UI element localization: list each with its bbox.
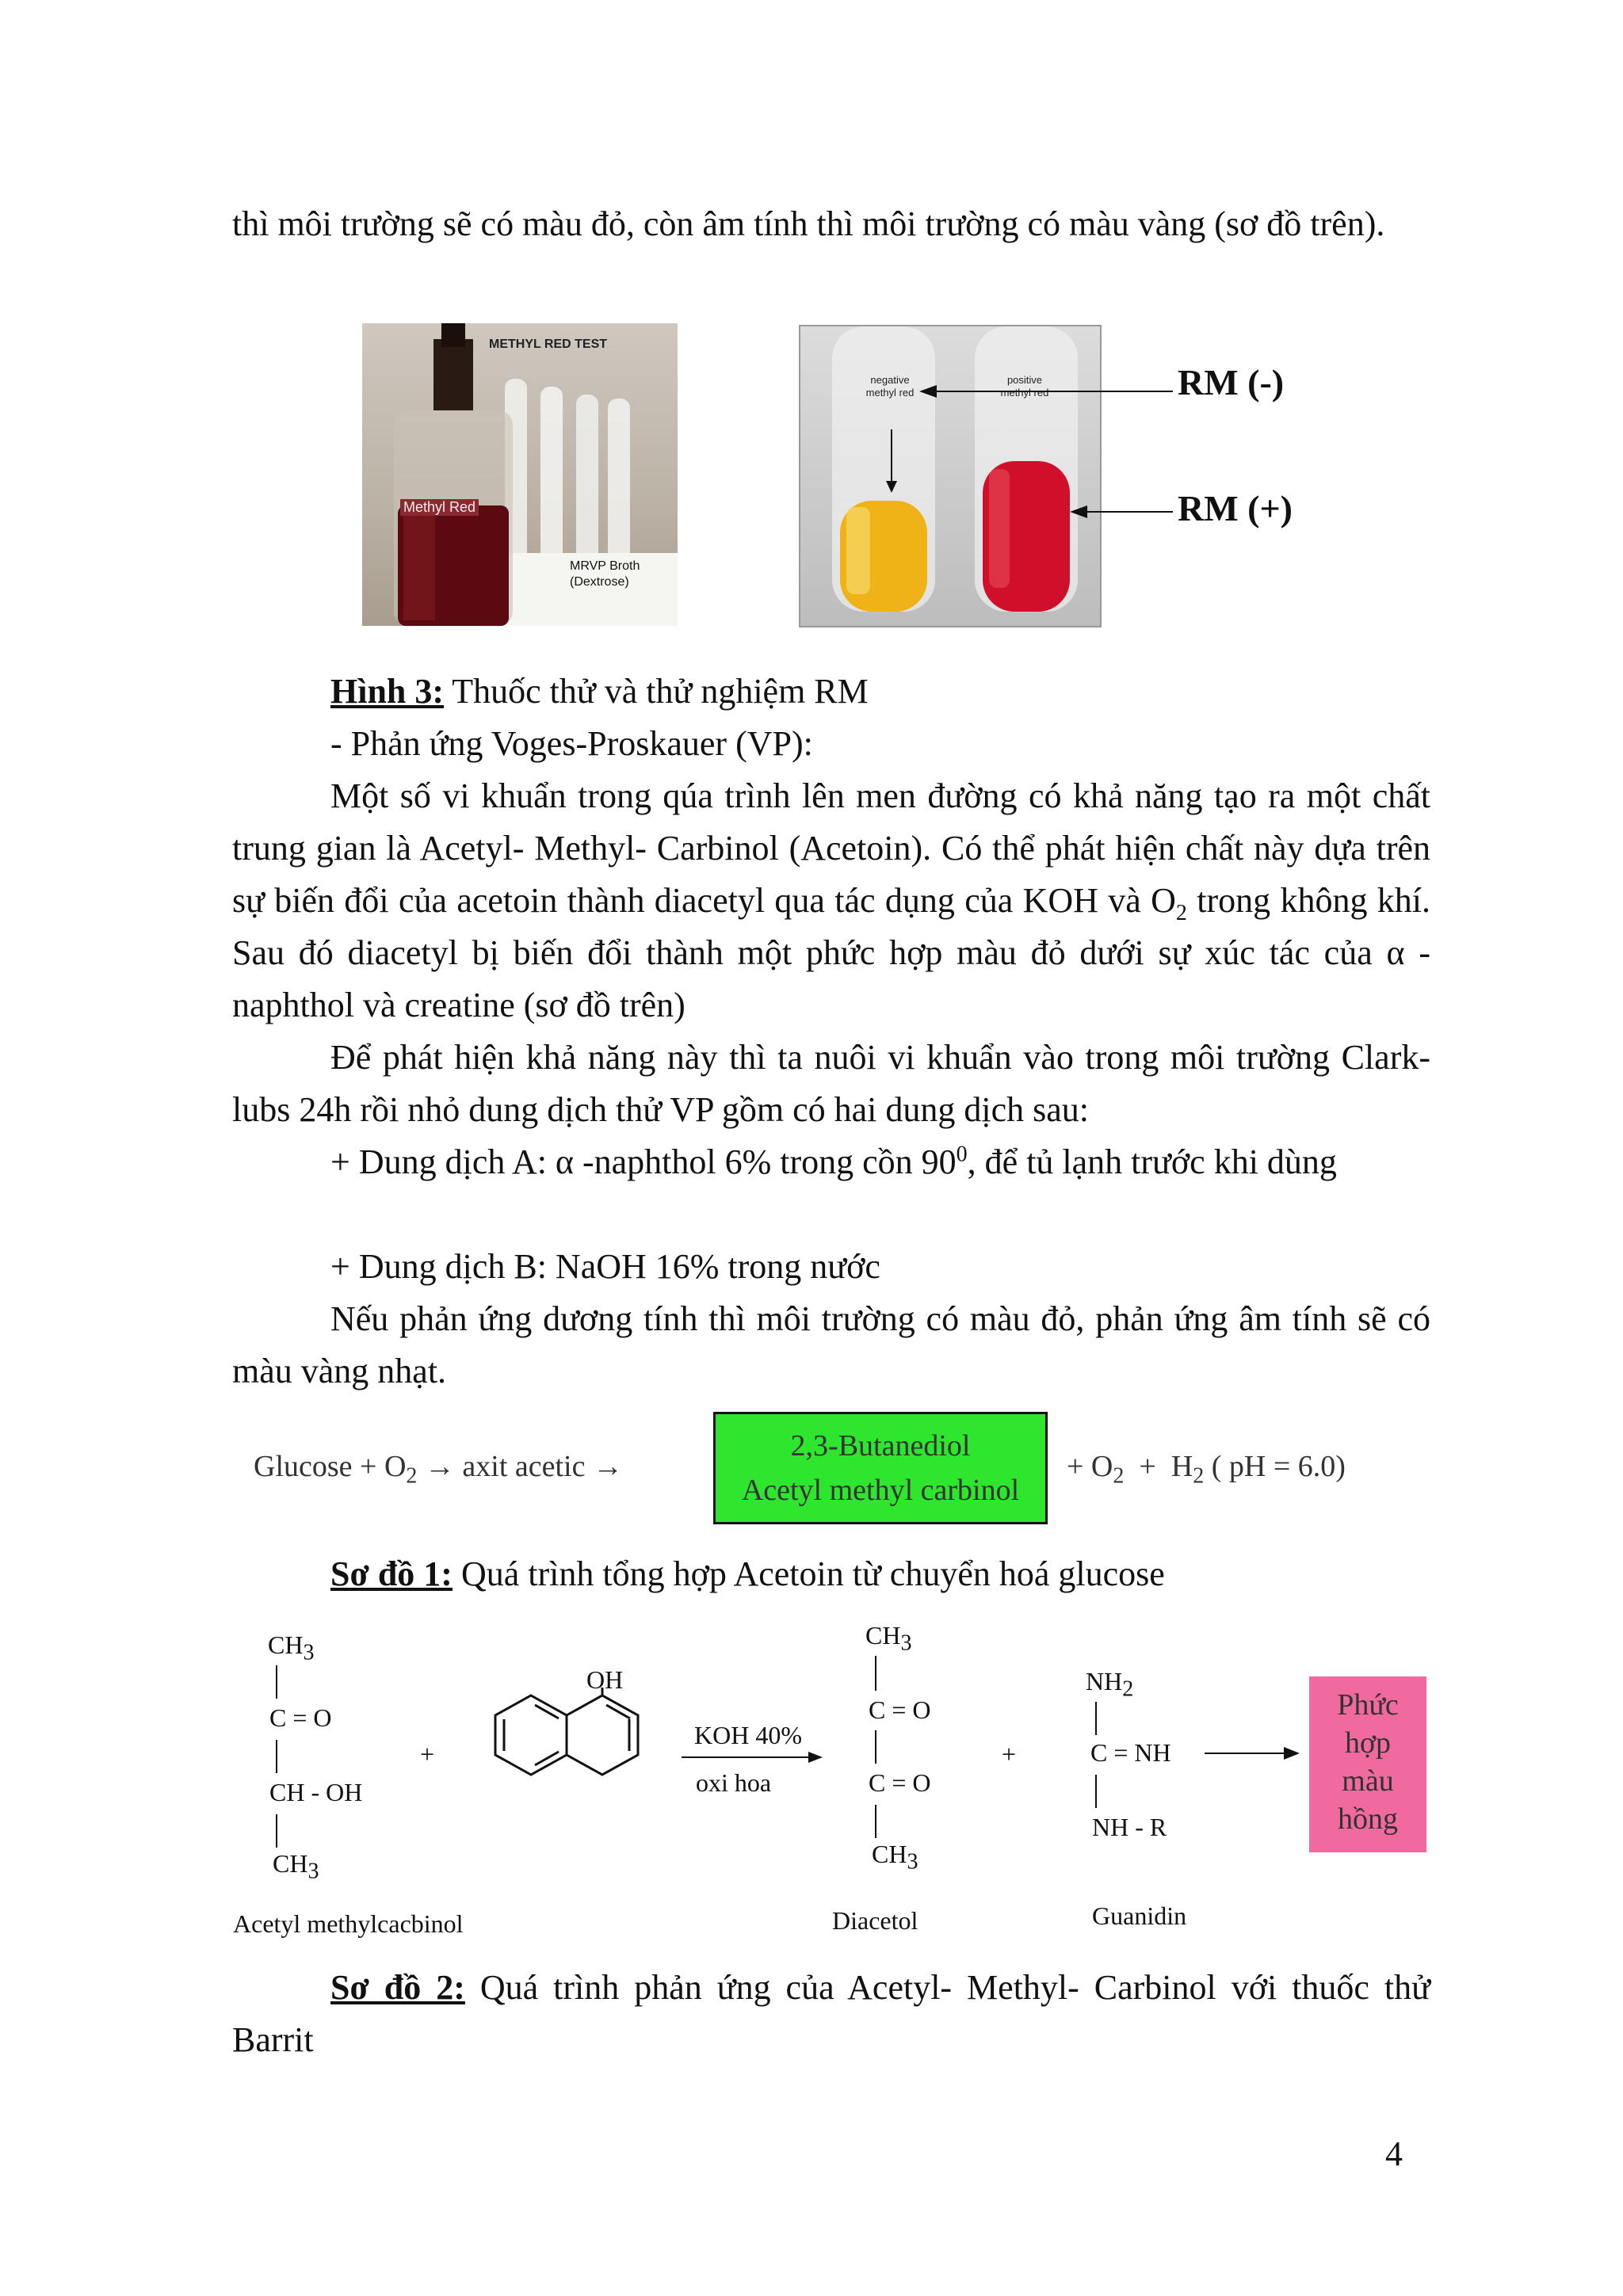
solution-a-degree: 0 <box>956 1142 968 1167</box>
mrvp-broth-label: MRVP Broth <box>570 559 640 573</box>
o2-subscript: 2 <box>1113 1463 1125 1489</box>
oxi-hoa-label: oxi hoa <box>696 1768 772 1797</box>
page-number: 4 <box>1385 2134 1403 2173</box>
arrow-icon: → <box>424 1450 455 1483</box>
glucose-label: Glucose <box>254 1450 353 1483</box>
box-line-3: màu <box>1342 1764 1394 1798</box>
butanediol-box <box>713 1412 1048 1524</box>
box-line-4: hồng <box>1338 1802 1398 1836</box>
scheme-1-text: Quá trình tổng hợp Acetoin từ chuyển hoá glucose <box>452 1554 1165 1593</box>
vp-paragraph-2: Để phát hiện khả năng này thì ta nuôi vi khuẩn vào trong môi trường Clark-lubs 24h rồi nhỏ dung dịch thử VP gồm có hai dung dịch sau: <box>232 1038 1430 1129</box>
bond <box>276 1665 277 1699</box>
scheme-1-label: Sơ đồ 1: <box>330 1554 453 1593</box>
product-arrow-icon <box>1205 1745 1301 1762</box>
butanediol-label: 2,3-Butanediol <box>790 1429 971 1463</box>
c-o-diacetol-2: C = O <box>869 1768 931 1797</box>
scheme-1-caption <box>330 1548 1165 1600</box>
koh-label: KOH 40% <box>694 1721 802 1749</box>
bond <box>1095 1702 1097 1735</box>
ch3-top-diacetol: $CH_3$ <box>865 1621 912 1656</box>
c-nh-label: C = NH <box>1090 1738 1171 1767</box>
dextrose-label: (Dextrose) <box>570 575 629 589</box>
box-line-2: hợp <box>1344 1726 1392 1760</box>
guanidin-caption: Guanidin <box>1092 1901 1187 1930</box>
acetyl-methylcacbinol-caption: Acetyl methylcacbinol <box>233 1909 464 1938</box>
figure-3-text: Thuốc thử và thử nghiệm RM <box>444 672 869 711</box>
diacetol-caption: Diacetol <box>832 1906 918 1935</box>
oh-label: OH <box>586 1665 624 1694</box>
c-o-left: C = O <box>269 1703 332 1732</box>
scheme-2-label: Sơ đồ 2: <box>330 1968 465 2007</box>
positive-label: positive <box>1006 374 1043 386</box>
arrow-icon: → <box>592 1450 623 1483</box>
ph-label: ( pH = 6.0) <box>1204 1450 1346 1483</box>
bond <box>276 1740 277 1773</box>
scheme1-left <box>254 1440 623 1493</box>
bond <box>276 1814 277 1848</box>
h2-label: H <box>1170 1450 1193 1483</box>
ch3-bottom-left: $CH_3$ <box>273 1849 319 1884</box>
vp-paragraph-1-a: Một số vi khuẩn trong qúa trình lên men đường có khả năng tạo ra một chất trung gian là Acetyl- Methyl- Carbinol (Acetoin). Có thể phát hiện chất này dựa trên sự biến đổi của acetoin thành diacetyl qua tác dụng của KOH và O <box>232 776 1430 920</box>
pink-complex-box <box>1309 1676 1426 1852</box>
box-line-1: Phức <box>1337 1688 1399 1722</box>
scheme-2-text: Quá trình phản ứng của Acetyl- Methyl- Carbinol với thuốc thử Barrit <box>232 1968 1430 2059</box>
solution-a <box>232 1136 1430 1188</box>
plus-sign: + <box>360 1450 377 1483</box>
intro-paragraph: thì môi trường sẽ có màu đỏ, còn âm tính thì môi trường có màu vàng (sơ đồ trên). <box>232 204 1385 243</box>
figure-3-caption <box>330 666 869 718</box>
positive-methyl-red-label: methyl red <box>1000 387 1049 399</box>
plus-sign: + <box>420 1740 435 1768</box>
bond <box>1095 1775 1097 1808</box>
naphthol-icon <box>491 1688 642 1798</box>
vp-paragraph-3: Nếu phản ứng dương tính thì môi trường có màu đỏ, phản ứng âm tính sẽ có màu vàng nhạt. <box>232 1299 1430 1390</box>
nh-r-label: NH - R <box>1092 1813 1167 1841</box>
h2-subscript: 2 <box>1193 1463 1205 1489</box>
vp-paragraph-1 <box>232 770 1430 1032</box>
ch3-top-left: $CH_3$ <box>268 1630 315 1665</box>
bond <box>875 1805 876 1838</box>
scheme1-right <box>1067 1440 1346 1493</box>
o2-subscript: 2 <box>406 1463 418 1489</box>
plus-o2-label: + O <box>1067 1450 1113 1483</box>
bond <box>875 1730 876 1764</box>
vp-paragraph-1-b: trong không khí. Sau đó diacetyl bị biến đổi thành một phức hợp màu đỏ dưới sự xúc tác của α -naphthol và creatine (sơ đồ trên) <box>232 881 1431 1024</box>
solution-a-text: + Dung dịch A: α -naphthol 6% trong cồn 90 <box>330 1142 957 1181</box>
rm-negative-label: RM (-) <box>1178 362 1285 402</box>
negative-methyl-red-label: methyl red <box>865 387 915 399</box>
vp-o2-subscript: 2 <box>1175 900 1187 925</box>
methyl-red-bottle-label: Methyl Red <box>400 499 479 516</box>
reaction-arrow-icon <box>682 1749 824 1765</box>
nh2-label: $NH_2$ <box>1086 1667 1134 1702</box>
bond <box>875 1656 876 1691</box>
rm-positive-label: RM (+) <box>1178 488 1293 528</box>
o2-label: O <box>384 1450 407 1483</box>
acetyl-methyl-carbinol-label: Acetyl methyl carbinol <box>741 1474 1020 1507</box>
plus-sign: + <box>1139 1450 1156 1483</box>
rm-arrows <box>919 372 1173 531</box>
ch-oh: CH - OH <box>269 1778 363 1806</box>
ch3-bottom-diacetol: $CH_3$ <box>872 1840 918 1875</box>
axit-acetic-label: axit acetic <box>462 1450 586 1483</box>
c-o-diacetol-1: C = O <box>869 1695 931 1724</box>
solution-b: + Dung dịch B: NaOH 16% trong nước <box>330 1247 880 1286</box>
methyl-red-test-label: METHYL RED TEST <box>489 338 608 351</box>
plus-sign: + <box>1002 1740 1017 1768</box>
negative-label: negative <box>870 374 910 386</box>
vp-heading: - Phản ứng Voges-Proskauer (VP): <box>330 724 813 763</box>
scheme-2-caption <box>232 1962 1430 2066</box>
methyl-red-test-photo <box>362 323 678 626</box>
figure-3-label: Hình 3: <box>330 672 445 711</box>
solution-a-text-2: , để tủ lạnh trước khi dùng <box>967 1142 1337 1181</box>
